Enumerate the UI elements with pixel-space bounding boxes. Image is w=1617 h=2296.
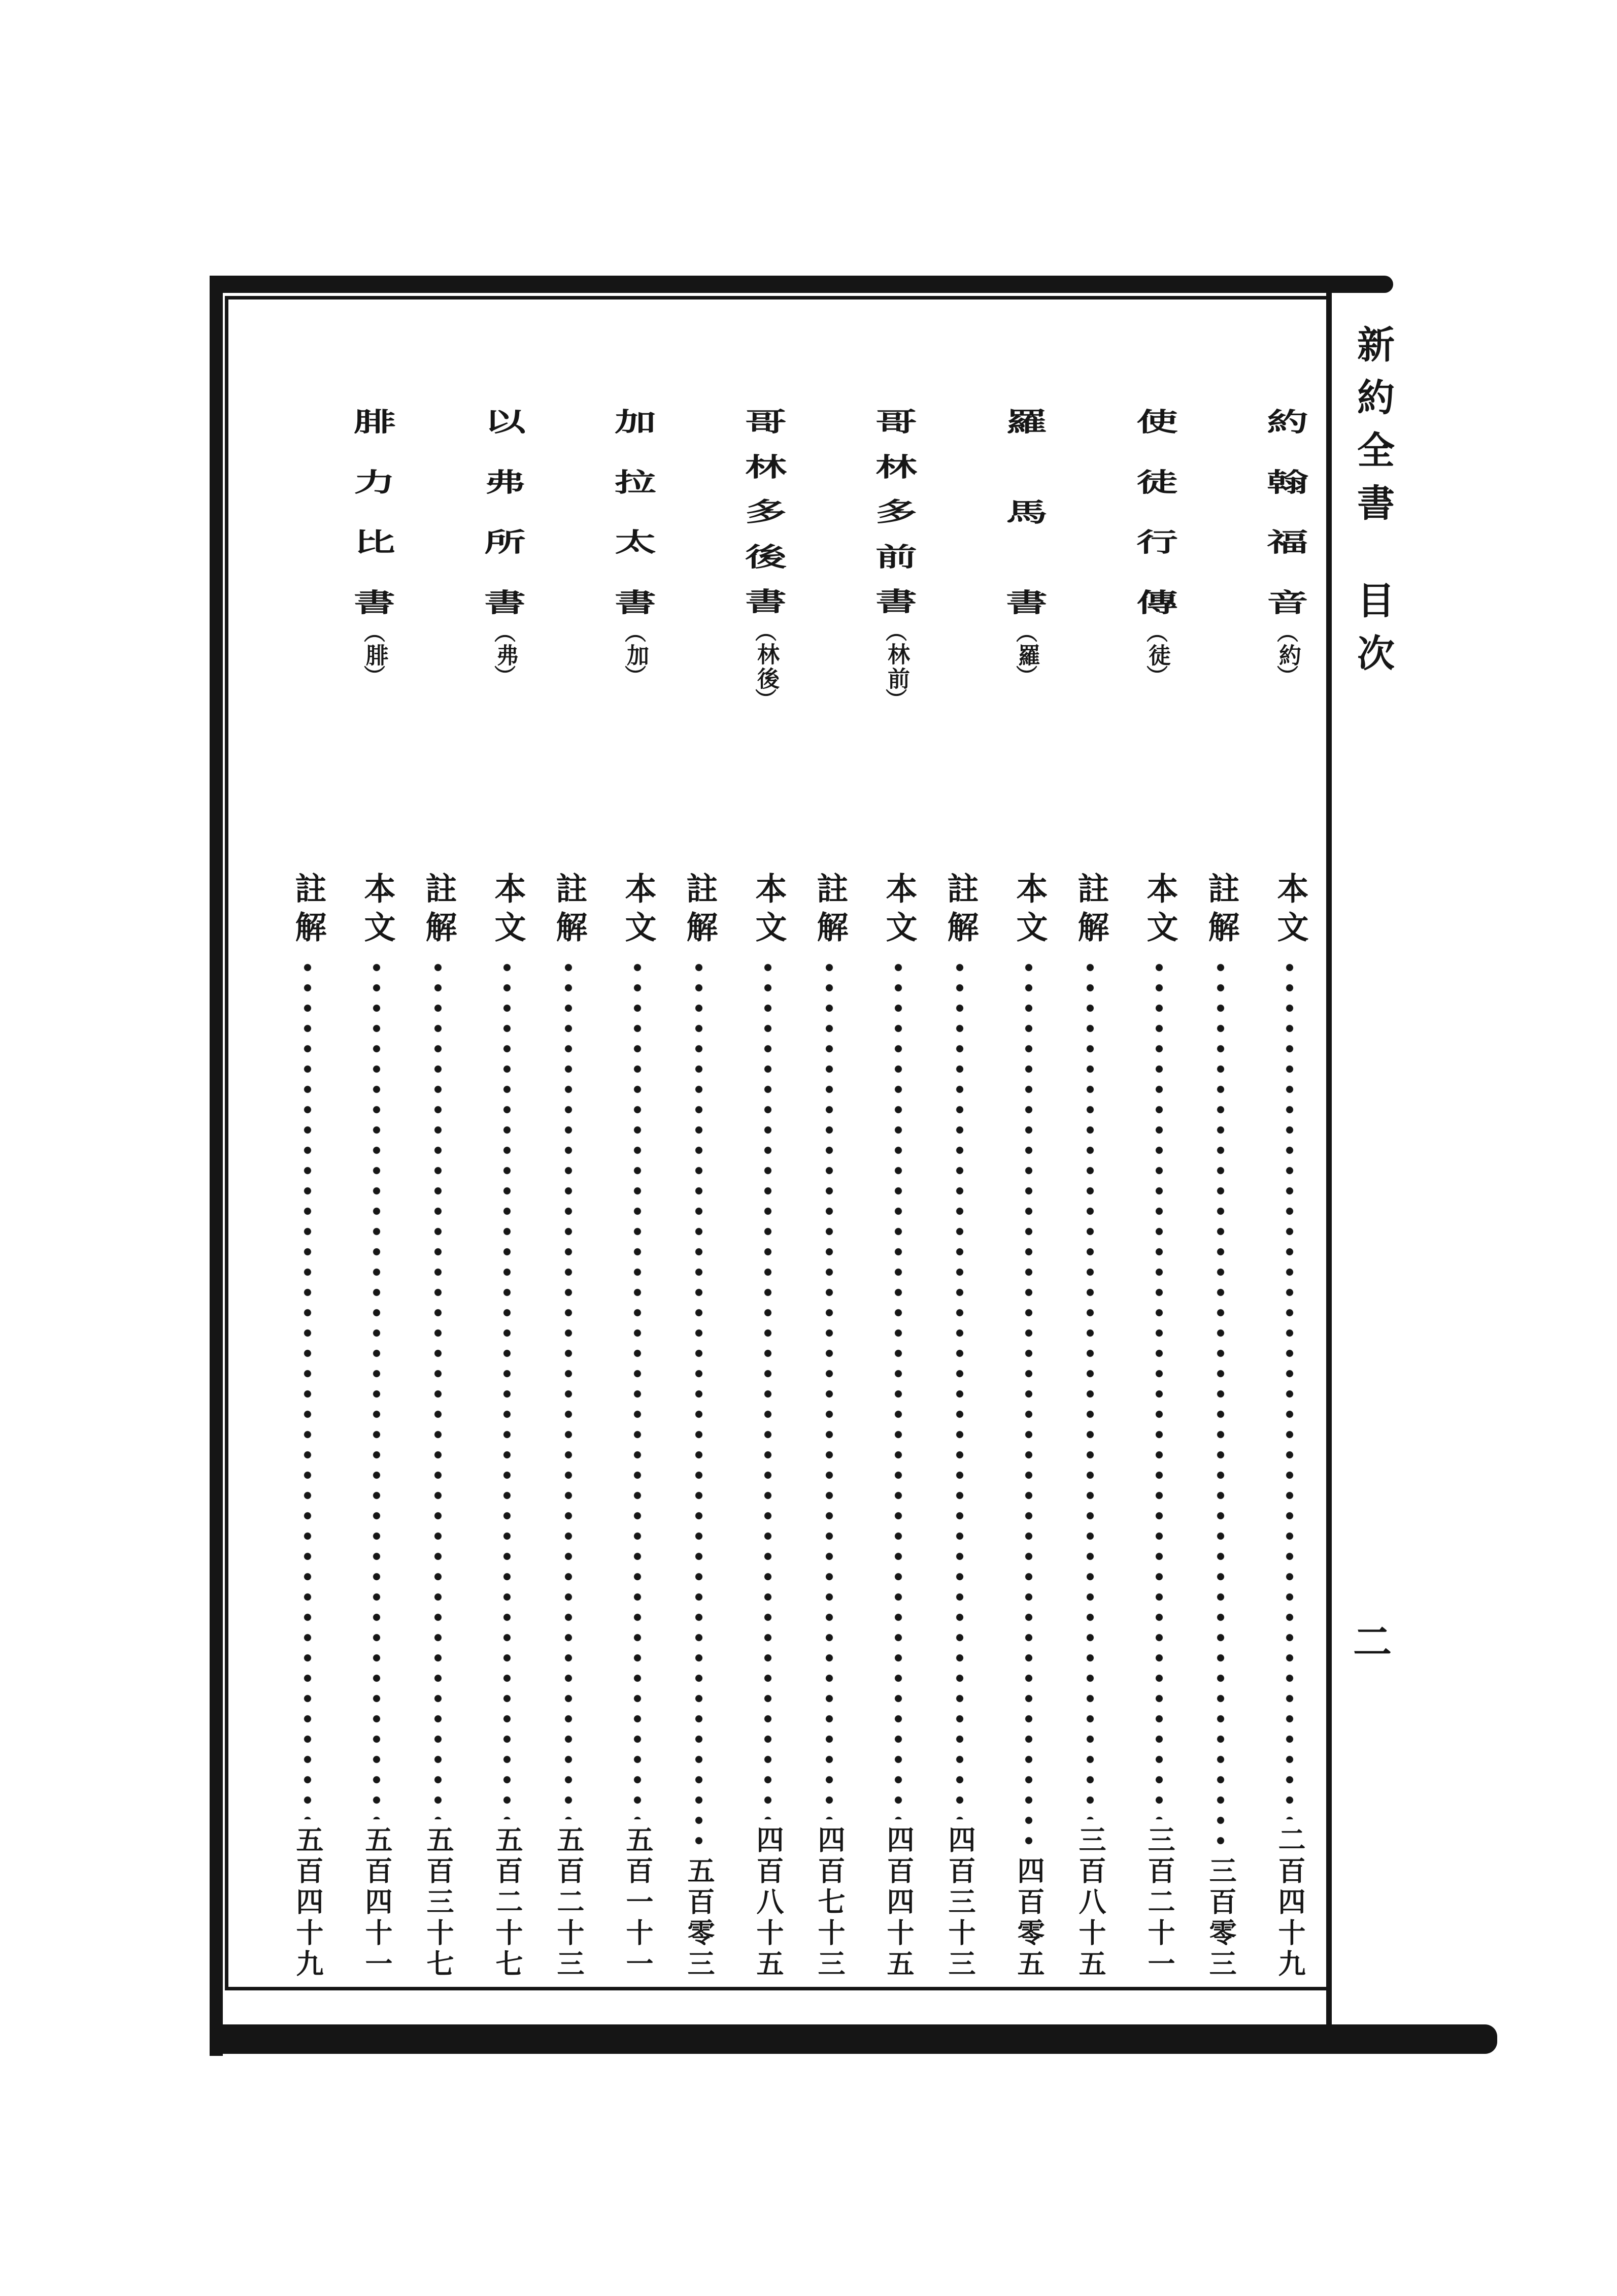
running-title-book: 新約全書 [1352,325,1393,536]
book-title-char: 使 [1136,408,1178,437]
book-abbr-text: 腓 [362,643,387,668]
benwen-entry [353,872,400,1980]
abbr-close-bracket: ︶ [1146,665,1168,689]
book-title-block [350,406,399,711]
book-entries [413,872,544,1987]
book-title-char: 書 [615,588,656,617]
benwen-label: 本文 [881,872,916,949]
zhujie-entry [415,872,461,1980]
book-title-block [872,406,921,711]
zhujie-label: 註解 [812,872,847,949]
dotted-leader [763,957,772,1819]
frame-divider-right [1326,276,1332,2032]
benwen-entry [484,872,530,1980]
book-title-char: 太 [615,528,656,557]
benwen-page-number: 三百二十一 [1144,1825,1174,1980]
book-title-char: 行 [1136,528,1178,557]
book-title-block [1133,406,1182,711]
book-abbr-text: 弗 [493,643,518,668]
dotted-leader [433,957,443,1819]
toc-groups [226,297,1326,1987]
book-title [872,406,921,618]
zhujie-page-number: 三百零三 [1205,1856,1236,1980]
zhujie-label: 註解 [551,872,586,949]
benwen-page-number: 五百四十一 [361,1825,392,1980]
dotted-leader [1086,957,1095,1819]
toc-book-group [1196,297,1326,1987]
abbr-close-bracket: ︶ [494,665,516,689]
abbr-close-bracket: ︶ [885,689,907,713]
frame-border-left [210,276,223,2056]
book-title-block [481,406,529,711]
benwen-page-number: 五百二十七 [492,1825,522,1980]
benwen-label: 本文 [620,872,655,949]
abbr-open-bracket: ︵ [363,622,385,645]
book-entries [1196,872,1326,1987]
frame-border-top [210,276,1393,293]
book-title [611,406,660,619]
toc-book-group [283,297,413,1987]
benwen-label: 本文 [751,872,785,949]
zhujie-label: 註解 [942,872,977,949]
book-title-char: 書 [354,588,395,617]
book-abbr [494,624,516,687]
dotted-leader [1155,957,1164,1819]
dotted-leader [633,957,642,1819]
toc-book-group [1065,297,1196,1987]
zhujie-page-number: 五百四十九 [292,1825,323,1980]
book-abbr [363,624,386,687]
running-title-section: 目次 [1352,581,1393,686]
benwen-page-number: 二百四十九 [1274,1825,1305,1980]
book-title-block [1002,406,1051,711]
dotted-leader [955,957,964,1819]
book-title-char: 約 [1267,408,1308,437]
benwen-entry [614,872,661,1980]
book-title-block [611,406,660,711]
benwen-entry [1136,872,1183,1980]
book-abbr-text: 羅 [1015,643,1039,668]
abbr-open-bracket: ︵ [885,621,907,645]
book-abbr [755,623,777,711]
book-abbr [624,624,647,687]
toc-book-group [413,297,544,1987]
abbr-open-bracket: ︵ [1276,622,1298,645]
zhujie-entry [1197,872,1244,1980]
zhujie-entry [936,872,983,1980]
abbr-close-bracket: ︶ [1016,665,1037,689]
benwen-entry [1005,872,1052,1980]
frame-border-bottom [210,2024,1497,2054]
book-title [481,406,529,619]
dotted-leader [694,957,703,1850]
book-entries [804,872,935,1987]
book-title-char: 傳 [1136,588,1178,617]
abbr-open-bracket: ︵ [494,622,516,645]
book-abbr-text: 約 [1275,643,1300,668]
benwen-entry [875,872,922,1980]
book-title-char: 書 [484,588,526,617]
book-title-char: 加 [615,408,656,437]
zhujie-entry [1067,872,1114,1980]
benwen-label: 本文 [1272,872,1307,949]
benwen-entry [745,872,791,1980]
book-entries [674,872,804,1987]
book-title-char: 拉 [615,468,656,497]
book-title-char: 書 [745,587,787,617]
abbr-close-bracket: ︶ [1276,665,1298,689]
book-abbr [1146,624,1168,687]
book-title-char: 前 [875,542,917,572]
book-title [1263,406,1312,619]
zhujie-entry [806,872,853,1980]
book-title-char: 音 [1267,588,1308,617]
dotted-leader [894,957,903,1819]
book-title [1133,406,1182,619]
book-title-char: 書 [875,587,917,617]
folio-page-number: 二 [1353,1621,1392,1664]
zhujie-label: 註解 [1073,872,1107,949]
zhujie-page-number: 四百三十三 [945,1825,975,1980]
dotted-leader [1285,957,1294,1819]
toc-book-group [935,297,1065,1987]
zhujie-page-number: 四百七十三 [814,1825,845,1980]
dotted-leader [303,957,312,1819]
book-title-char: 腓 [354,408,395,437]
abbr-open-bracket: ︵ [624,622,646,645]
toc-book-group [544,297,674,1987]
book-abbr-text: 林後 [754,643,779,692]
book-title-char: 林 [745,452,787,482]
benwen-label: 本文 [359,872,394,949]
book-title-char: 弗 [484,468,526,497]
book-title-char: 多 [745,497,787,527]
book-title-char: 以 [484,408,526,437]
abbr-close-bracket: ︶ [624,665,646,689]
book-title-char: 徒 [1136,468,1178,497]
book-title-char: 羅 [1006,408,1048,437]
benwen-label: 本文 [1142,872,1176,949]
book-title-char: 翰 [1267,468,1308,497]
book-title-char: 哥 [875,408,917,437]
abbr-close-bracket: ︶ [755,689,777,713]
benwen-page-number: 四百零五 [1014,1856,1044,1980]
book-title [350,406,399,619]
zhujie-entry [284,872,331,1980]
zhujie-label: 註解 [682,872,716,949]
zhujie-page-number: 三百八十五 [1075,1825,1105,1980]
book-title-char: 馬 [1006,498,1048,527]
book-title-block [742,406,790,711]
benwen-page-number: 四百四十五 [883,1825,914,1980]
zhujie-label: 註解 [1203,872,1238,949]
book-abbr [1276,624,1299,687]
book-abbr-text: 加 [623,643,648,668]
book-entries [1065,872,1196,1987]
dotted-leader [372,957,381,1819]
book-title-char: 哥 [745,408,787,437]
benwen-page-number: 五百一十一 [622,1825,653,1980]
book-entries [283,872,413,1987]
book-title-char: 福 [1267,528,1308,557]
running-title [1332,325,1413,686]
book-title [1002,406,1051,619]
abbr-open-bracket: ︵ [1146,622,1168,645]
zhujie-page-number: 五百二十三 [553,1825,584,1980]
margin-column [1332,276,1423,2052]
zhujie-page-number: 五百零三 [684,1856,714,1980]
benwen-label: 本文 [1012,872,1046,949]
book-title-char: 林 [875,452,917,482]
zhujie-label: 註解 [421,872,455,949]
dotted-leader [502,957,512,1819]
book-title-char: 力 [354,468,395,497]
zhujie-page-number: 五百三十七 [423,1825,453,1980]
zhujie-entry [545,872,592,1980]
book-abbr [885,623,907,711]
book-title [742,406,790,618]
zhujie-entry [676,872,722,1980]
book-entries [935,872,1065,1987]
benwen-label: 本文 [490,872,524,949]
abbr-open-bracket: ︵ [755,621,777,645]
zhujie-label: 註解 [290,872,325,949]
toc-book-group [674,297,804,1987]
book-title-block [1263,406,1312,711]
toc-book-group [804,297,935,1987]
abbr-close-bracket: ︶ [363,665,385,689]
book-abbr-text: 林前 [884,643,909,692]
dotted-leader [825,957,834,1819]
book-abbr [1016,624,1038,687]
dotted-leader [564,957,573,1819]
benwen-page-number: 四百八十五 [753,1825,783,1980]
dotted-leader [1216,957,1225,1850]
book-title-char: 後 [745,542,787,572]
book-entries [544,872,674,1987]
book-abbr-text: 徒 [1145,643,1170,668]
book-title-char: 比 [354,528,395,557]
abbr-open-bracket: ︵ [1016,622,1037,645]
book-title-char: 所 [484,528,526,557]
benwen-entry [1266,872,1313,1980]
dotted-leader [1024,957,1033,1850]
book-title-char: 書 [1006,588,1048,617]
book-title-char: 多 [875,497,917,527]
frame-inner-line-bottom [225,1987,1329,1990]
